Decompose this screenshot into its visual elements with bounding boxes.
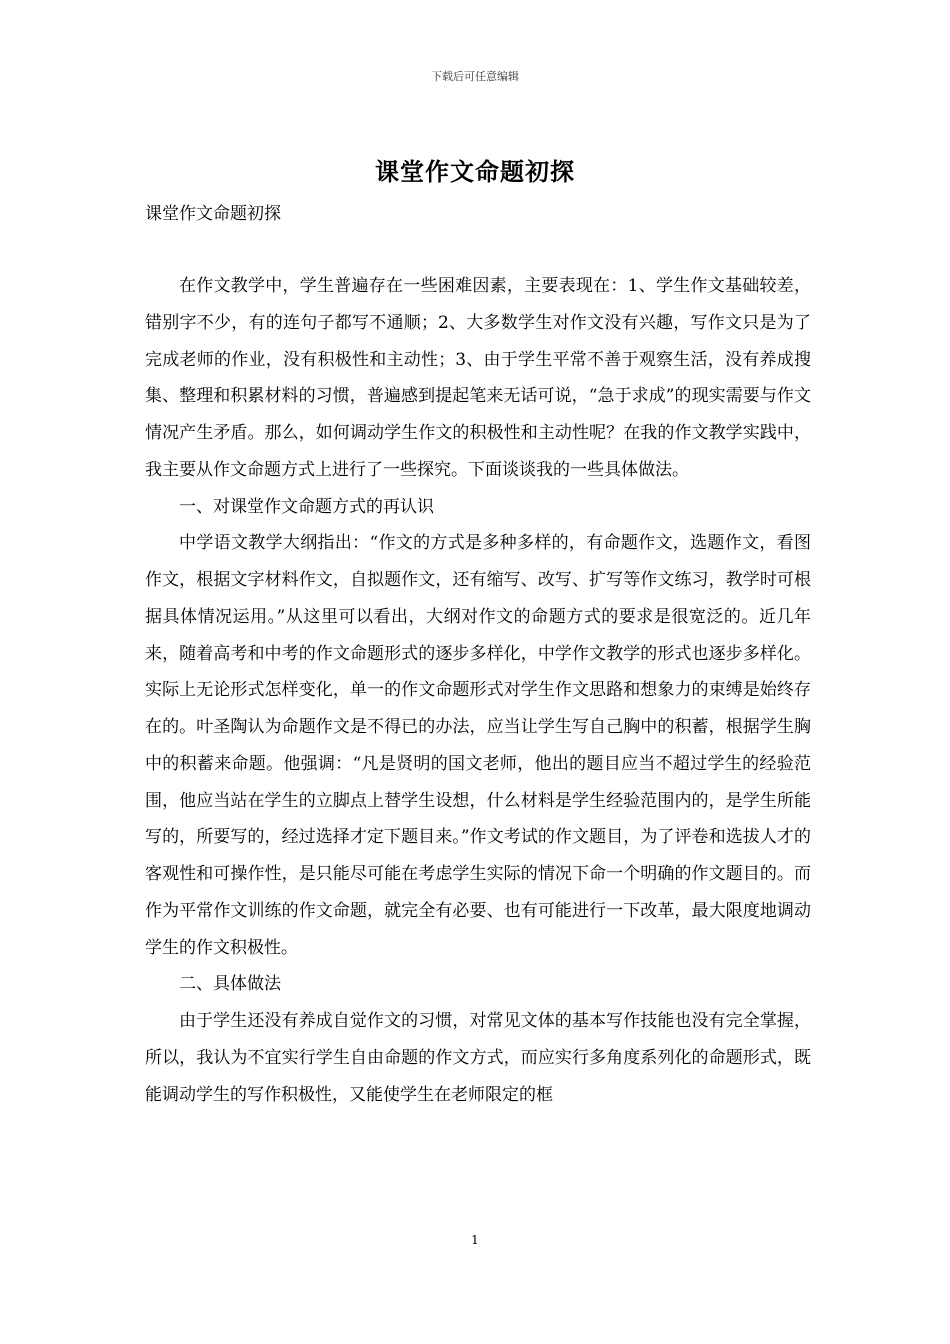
blank-line: [145, 232, 811, 268]
intro-paragraph: 在作文教学中，学生普遍存在一些困难因素，主要表现在：1、学生作文基础较差，错别字不少，有的连句子都写不通顺；2、大多数学生对作文没有兴趣，写作文只是为了完成老师的作业，没有积极性和主动性；3、由于学生平常不善于观察生活，没有养成搜集、整理和积累材料的习惯，普遍感到提起笔来无话可说，“急于求成”的现实需要与作文情况产生矛盾。那么，如何调动学生作文的积极性和主动性呢？在我的作文教学实践中，我主要从作文命题方式上进行了一些探究。下面谈谈我的一些具体做法。: [145, 276, 811, 480]
section-2-paragraph: 由于学生还没有养成自觉作文的习惯，对常见文体的基本写作技能也没有完全掌握，所以，我认为不宜实行学生自由命题的作文方式，而应实行多角度系列化的命题形式，既能调动学生的写作积极性，又能使学生在老师限定的框: [145, 1011, 811, 1105]
header-note: 下载后可任意编辑: [431, 70, 519, 83]
section-heading-2: 二、具体做法: [179, 974, 281, 995]
document-subtitle: 课堂作文命题初探: [145, 204, 281, 224]
document-body: [145, 196, 811, 1113]
page-number: 1: [471, 1233, 479, 1247]
section-heading-1: 一、对课堂作文命题方式的再认识: [179, 496, 434, 517]
section-1-paragraph: 中学语文教学大纲指出：“作文的方式是多种多样的，有命题作文，选题作文，看图作文，根据文字材料作文，自拟题作文，还有缩写、改写、扩写等作文练习，教学时可根据具体情况运用。”从这里可以看出，大纲对作文的命题方式的要求是很宽泛的。近几年来，随着高考和中考的作文命题形式的逐步多样化，中学作文教学的形式也逐步多样化。实际上无论形式怎样变化，单一的作文命题形式对学生作文思路和想象力的束缚是始终存在的。叶圣陶认为命题作文是不得已的办法，应当让学生写自己胸中的积蓄，根据学生胸中的积蓄来命题。他强调：“凡是贤明的国文老师，他出的题目应当不超过学生的经验范围，他应当站在学生的立脚点上替学生设想，什么材料是学生经验范围内的，是学生所能写的，所要写的，经过选择才定下题目来。”作文考试的作文题目，为了评卷和选拔人才的客观性和可操作性，是只能尽可能在考虑学生实际的情况下命一个明确的作文题目的。而作为平常作文训练的作文命题，就完全有必要、也有可能进行一下改革，最大限度地调动学生的作文积极性。: [145, 533, 811, 958]
document-title: 课堂作文命题初探: [375, 157, 575, 186]
